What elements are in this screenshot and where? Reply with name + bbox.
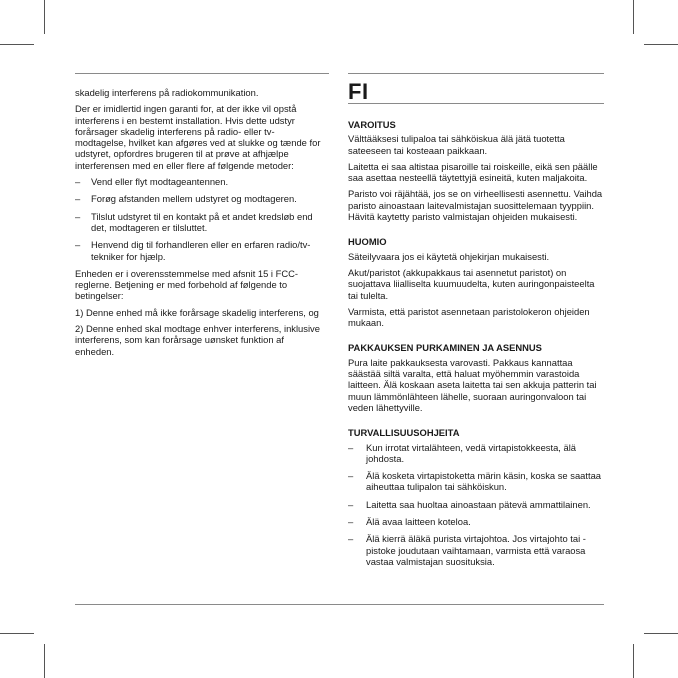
crop-mark-top-left bbox=[44, 0, 45, 34]
left-paragraph-1: skadelig interferens på radiokommunikation. bbox=[75, 87, 259, 98]
crop-mark-right-top bbox=[644, 44, 678, 45]
huomio-paragraph-3: Varmista, että paristot asennetaan paristolokeron ohjeiden mukaan. bbox=[348, 305, 590, 329]
list-item: – Laitetta saa huoltaa ainoastaan pätevä ammattilainen. bbox=[348, 498, 591, 510]
list-item: – Älä kierrä äläkä purista virtajohtoa. Jos virtajohto tai -pistoke joudutaan vaihtamaan, varmista että varaosa vastaa valmistajan suosituksia. bbox=[348, 533, 586, 567]
pakkaus-paragraph-1: Pura laite pakkauksesta varovasti. Pakkaus kannattaa säästää siltä varalta, että haluat myöhemmin varastoida laitteen. Älä koskaan aseta laitetta tai sen akkuja patterin tai muun lämmönlähteen lähelle, suoraan auringonvaloon tai veden lähettyville. bbox=[348, 356, 597, 413]
crop-mark-left-bottom bbox=[0, 633, 34, 634]
section-title-turvallisuus: TURVALLISUUSOHJEITA bbox=[348, 427, 460, 439]
varoitus-paragraph-3: Paristo voi räjähtää, jos se on virheellisesti asennettu. Vaihda paristo ainoastaan laitevalmistajan suosittelemaan tyyppiin. Hävitä kaytetty paristo valmistajan ohjeiden mukaisesti. bbox=[348, 188, 603, 223]
section-title-pakkaus: PAKKAUKSEN PURKAMINEN JA ASENNUS bbox=[348, 342, 542, 354]
dash-bullet: – bbox=[348, 470, 354, 482]
crop-mark-right-bottom bbox=[644, 633, 678, 634]
left-paragraph-2: Der er imidlertid ingen garanti for, at der ikke vil opstå interferens i en bestemt installation. Hvis dette udstyr forårsager skadelig interferens på radio- eller tv-modtagelse, hvilket kan afgøres ved at slukke og tænde for udstyret, opfordres brugeren til at prøve at afhjælpe interferensen med en eller flere af følgende metoder: bbox=[75, 103, 321, 171]
varoitus-paragraph-2: Laitetta ei saa altistaa pisaroille tai roiskeille, eikä sen päälle saa asettaa nesteellä täytettyjä esineitä, kuten maljakoita. bbox=[348, 160, 598, 184]
left-paragraph-3: Enheden er i overensstemmelse med afsnit 15 i FCC-reglerne. Betjening er med forbehold af følgende to betingelser: bbox=[75, 267, 299, 302]
list-item: – Tilslut udstyret til en kontakt på et andet kredsløb end det, modtageren er tilsluttet. bbox=[75, 210, 313, 233]
top-rule-left bbox=[75, 73, 329, 74]
crop-mark-bottom-right bbox=[633, 644, 634, 678]
left-paragraph-5: 2) Denne enhed skal modtage enhver interferens, inklusive interferens, som kan forårsage uønsket funktion af enheden. bbox=[75, 323, 320, 357]
dash-bullet: – bbox=[75, 193, 81, 205]
varoitus-paragraph-1: Välttääksesi tulipaloa tai sähköiskua älä jätä tuotetta sateeseen tai kosteaan paikkaan. bbox=[348, 133, 565, 156]
dash-bullet: – bbox=[75, 210, 81, 222]
list-item: – Älä avaa laitteen koteloa. bbox=[348, 516, 471, 528]
dash-bullet: – bbox=[348, 441, 354, 453]
left-column bbox=[75, 87, 325, 362]
list-item: – Henvend dig til forhandleren eller en erfaren radio/tv-tekniker for hjælp. bbox=[75, 239, 311, 262]
dash-bullet: – bbox=[348, 533, 354, 545]
dash-bullet: – bbox=[75, 176, 81, 188]
crop-mark-bottom-left bbox=[44, 644, 45, 678]
list-item: – Älä kosketa virtapistoketta märin käsin, koska se saattaa aiheuttaa tulipalon tai sähköiskun. bbox=[348, 470, 602, 493]
dash-bullet: – bbox=[348, 516, 354, 528]
language-heading: FI bbox=[348, 79, 369, 104]
left-paragraph-4: 1) Denne enhed må ikke forårsage skadelig interferens, og bbox=[75, 306, 319, 318]
dash-bullet: – bbox=[348, 498, 354, 510]
dash-bullet: – bbox=[75, 239, 81, 251]
right-column bbox=[348, 80, 606, 573]
crop-mark-top-right bbox=[633, 0, 634, 34]
list-item: – Vend eller flyt modtageantennen. bbox=[75, 176, 229, 188]
section-title-huomio: HUOMIO bbox=[348, 236, 387, 248]
top-rule-right bbox=[348, 73, 604, 74]
crop-mark-left-top bbox=[0, 44, 34, 45]
list-item: – Forøg afstanden mellem udstyret og modtageren. bbox=[75, 193, 297, 205]
section-title-varoitus: VAROITUS bbox=[348, 119, 396, 130]
list-item: – Kun irrotat virtalähteen, vedä virtapistokkeesta, älä johdosta. bbox=[348, 441, 577, 464]
bottom-rule bbox=[75, 604, 604, 605]
huomio-paragraph-2: Akut/paristot (akkupakkaus tai asennetut paristot) on suojattava liialliselta kuumuudelta, kuten auringonpaisteelta tai tulelta. bbox=[348, 266, 595, 301]
left-list bbox=[75, 176, 325, 262]
huomio-paragraph-1: Säteilyvaara jos ei käytetä ohjekirjan mukaisesti. bbox=[348, 250, 550, 262]
turva-list bbox=[348, 442, 606, 568]
